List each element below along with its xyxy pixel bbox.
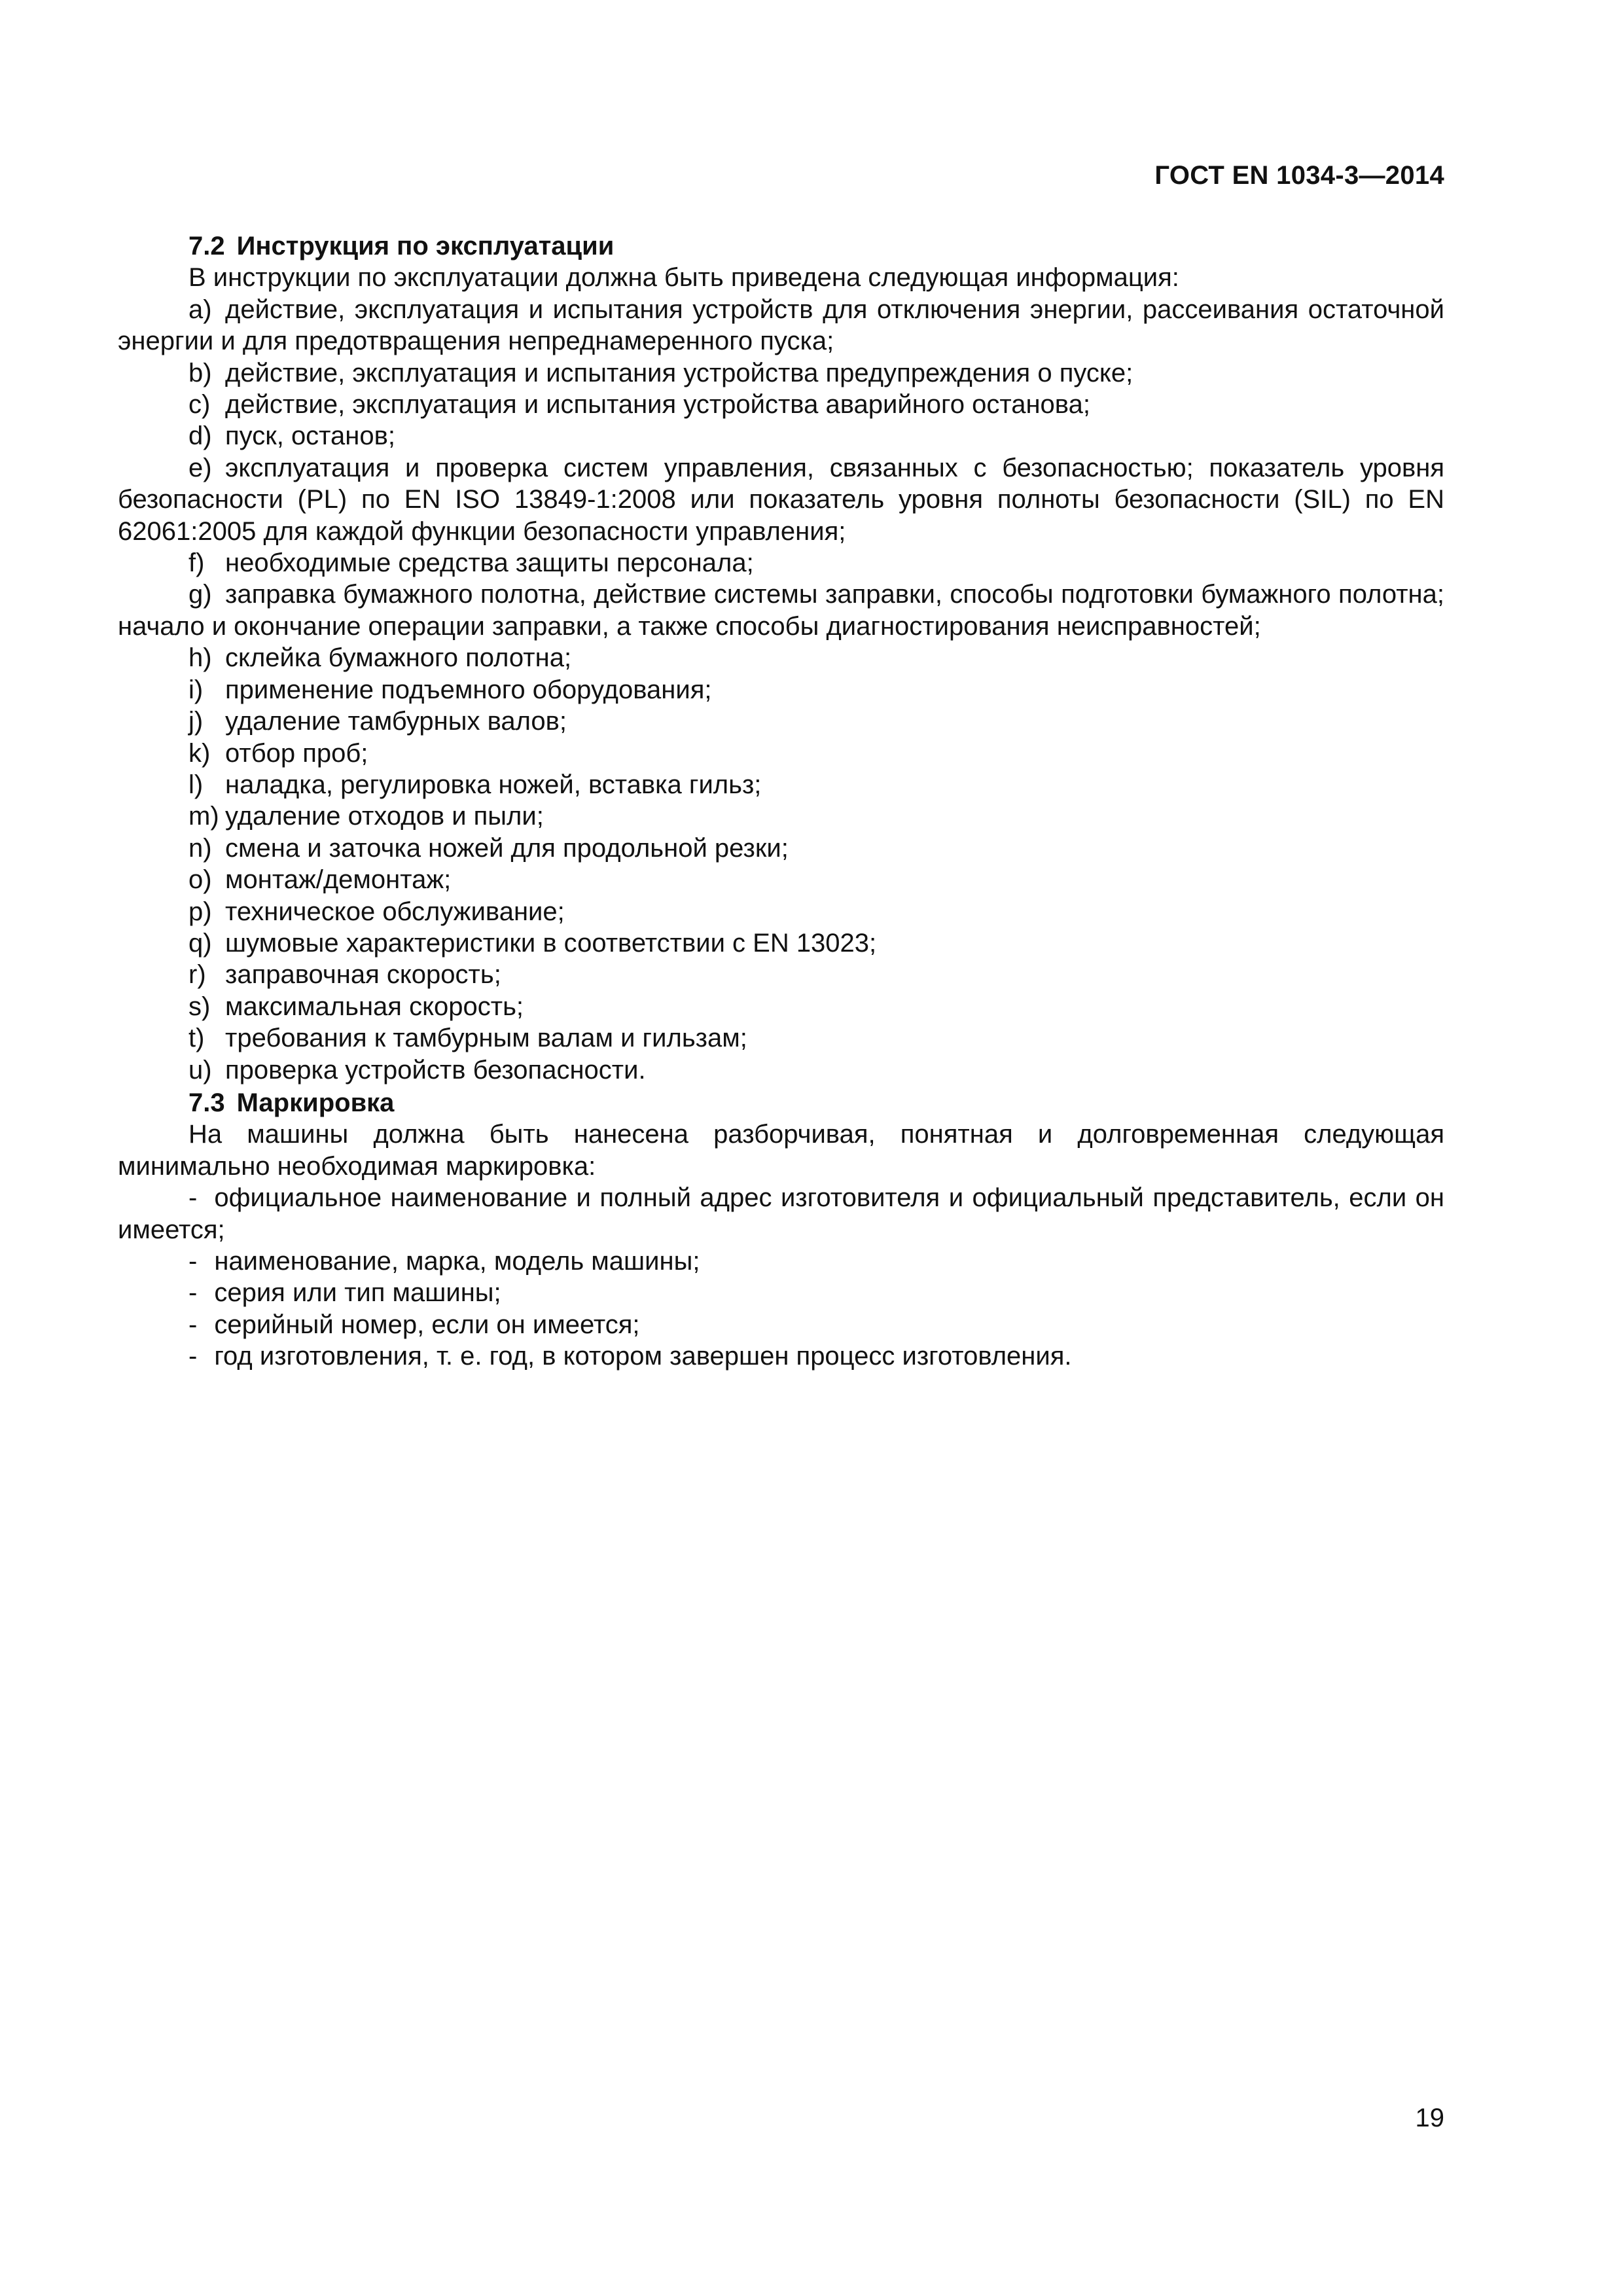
list-bullet-dash: - [188, 1278, 198, 1308]
marking-list-item [118, 1182, 1444, 1246]
list-item [118, 674, 1444, 706]
list-item-label: s) [188, 992, 211, 1021]
list-item [118, 420, 1444, 452]
list-item-text: удаление тамбурных валов; [225, 707, 567, 736]
section-number: 7.3 [188, 1088, 225, 1117]
list-item-label: o) [188, 865, 212, 895]
list-item-text: требования к тамбурным валам и гильзам; [225, 1024, 747, 1053]
list-item-label: j) [188, 707, 204, 736]
list-item-label: m) [188, 802, 219, 831]
list-item-label: q) [188, 928, 212, 958]
list-item-text: эксплуатация и проверка систем управления, связанных с безопасностью; показатель уровня безопасности (PL) по EN ISO 13849-1:2008 или показатель уровня полноты безопасности (SIL) по EN 62061:2005 для каждой функции безопасности управления; [118, 453, 1444, 546]
list-item [118, 389, 1444, 420]
list-item [118, 1022, 1444, 1054]
list-item-label: g) [188, 580, 212, 609]
list-item [118, 294, 1444, 357]
list-item-label: h) [188, 643, 212, 673]
list-item-text: серийный номер, если он имеется; [214, 1310, 640, 1339]
list-item-text: удаление отходов и пыли; [225, 802, 544, 831]
list-item-text: наименование, марка, модель машины; [214, 1247, 700, 1276]
list-item [118, 927, 1444, 959]
list-item-text: заправка бумажного полотна, действие системы заправки, способы подготовки бумажного полотна; начало и окончание операции заправки, а также способы диагностирования неисправностей; [118, 580, 1444, 641]
page-number: 19 [1415, 2104, 1444, 2132]
list-item-label: i) [188, 675, 204, 704]
list-item [118, 896, 1444, 927]
list-item-label: u) [188, 1055, 212, 1085]
list-item-label: n) [188, 833, 212, 863]
list-bullet-dash: - [188, 1310, 198, 1339]
list-item [118, 991, 1444, 1022]
list-item-text: действие, эксплуатация и испытания устройства предупреждения о пуске; [225, 358, 1133, 387]
list-item-text: серия или тип машины; [214, 1278, 501, 1308]
list-item-label: l) [188, 770, 204, 799]
list-item-label: b) [188, 358, 212, 387]
list-item-text: склейка бумажного полотна; [225, 643, 572, 673]
list-item-text: техническое обслуживание; [225, 897, 565, 926]
list-item-text: отбор проб; [225, 738, 368, 768]
document-header-code: ГОСТ EN 1034-3—2014 [1154, 161, 1444, 190]
list-item-text: наладка, регулировка ножей, вставка гильз; [225, 770, 762, 799]
section-7-3-intro: На машины должна быть нанесена разборчивая, понятная и долговременная следующая минимально необходимая маркировка: [118, 1120, 1444, 1181]
list-bullet-dash: - [188, 1247, 198, 1276]
marking-list-item [118, 1340, 1444, 1372]
list-item [118, 959, 1444, 990]
list-item-label: r) [188, 960, 206, 990]
list-item [118, 642, 1444, 673]
marking-list-item [118, 1309, 1444, 1340]
list-item [118, 547, 1444, 579]
list-item-label: a) [188, 295, 212, 324]
list-item-text: монтаж/демонтаж; [225, 865, 452, 895]
list-bullet-dash: - [188, 1183, 198, 1213]
list-item-text: необходимые средства защиты персонала; [225, 548, 754, 578]
list-item [118, 357, 1444, 389]
section-number: 7.2 [188, 232, 225, 260]
list-item-label: e) [188, 453, 212, 482]
list-item-label: p) [188, 897, 212, 926]
section-title: Инструкция по эксплуатации [236, 232, 615, 260]
list-item-label: t) [188, 1024, 205, 1053]
list-item-text: официальное наименование и полный адрес изготовителя и официальный представитель, если он имеется; [118, 1183, 1444, 1244]
section-7-2-intro: В инструкции по эксплуатации должна быть приведена следующая информация: [188, 263, 1179, 293]
section-title: Маркировка [236, 1088, 395, 1117]
list-bullet-dash: - [188, 1342, 198, 1371]
list-item-text: действие, эксплуатация и испытания устройства аварийного останова; [225, 390, 1090, 420]
list-item-label: k) [188, 738, 211, 768]
list-item-text: применение подъемного оборудования; [225, 675, 712, 704]
marking-list-item [118, 1246, 1444, 1277]
list-item [118, 579, 1444, 642]
list-item-text: год изготовления, т. е. год, в котором завершен процесс изготовления. [214, 1342, 1072, 1371]
list-item-text: проверка устройств безопасности. [225, 1055, 646, 1085]
list-item-label: c) [188, 390, 211, 420]
list-item-text: действие, эксплуатация и испытания устройств для отключения энергии, рассеивания остаточной энергии и для предотвращения непреднамеренного пуска; [118, 295, 1444, 356]
list-item [118, 864, 1444, 895]
list-item-text: максимальная скорость; [225, 992, 524, 1021]
list-item-text: заправочная скорость; [225, 960, 501, 990]
section-7-2-heading [118, 230, 1444, 262]
list-item [118, 452, 1444, 547]
list-item [118, 769, 1444, 800]
list-item-label: f) [188, 548, 205, 578]
list-item [118, 800, 1444, 832]
list-item-label: d) [188, 422, 212, 451]
document-body [118, 230, 1444, 1372]
section-7-3-heading [118, 1087, 1444, 1119]
marking-list-item [118, 1277, 1444, 1308]
list-item-text: смена и заточка ножей для продольной резки; [225, 833, 789, 863]
list-item [118, 738, 1444, 769]
list-item [118, 1054, 1444, 1086]
list-item-text: пуск, останов; [225, 422, 395, 451]
list-item [118, 833, 1444, 864]
list-item-text: шумовые характеристики в соответствии с EN 13023; [225, 928, 877, 958]
list-item [118, 706, 1444, 737]
